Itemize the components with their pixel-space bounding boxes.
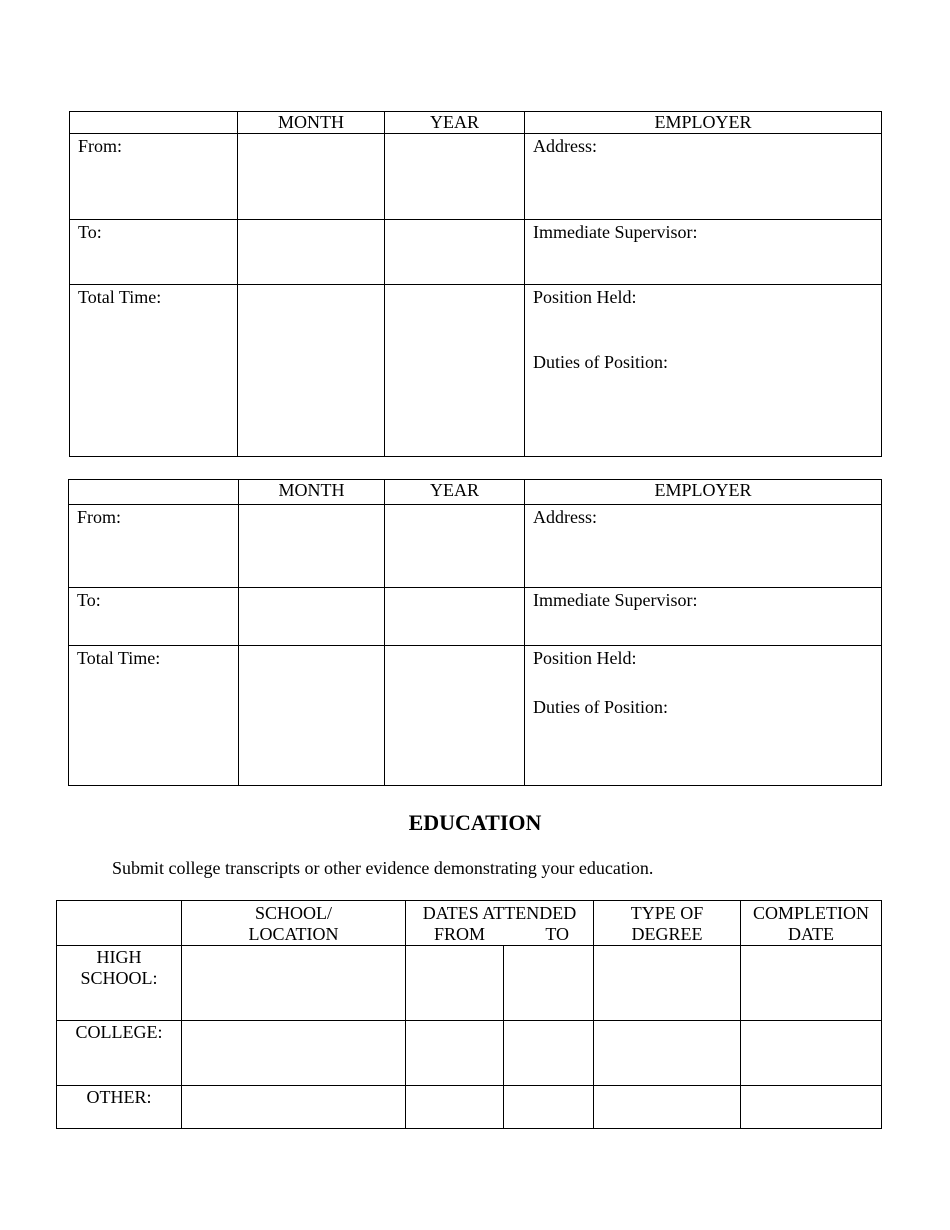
header-blank-cell [69, 480, 239, 505]
school-header-line1: SCHOOL/ [254, 903, 332, 923]
duties-label: Duties of Position: [533, 352, 669, 372]
position-label: Position Held: [533, 287, 637, 307]
other-to-field[interactable] [504, 1086, 594, 1129]
edu-header-degree [594, 901, 741, 946]
college-degree-field[interactable] [594, 1021, 741, 1086]
college-from-field[interactable] [406, 1021, 504, 1086]
from-header: FROM [434, 924, 486, 944]
address-field[interactable] [525, 505, 882, 588]
header-year: YEAR [385, 480, 525, 505]
position-duties-field[interactable] [525, 285, 882, 457]
degree-header-line1: TYPE OF [630, 903, 704, 923]
completion-header-line1: COMPLETION [753, 903, 869, 923]
other-from-field[interactable] [406, 1086, 504, 1129]
other-location-field[interactable] [182, 1086, 406, 1129]
total-year-field[interactable] [385, 285, 525, 457]
dates-header: DATES ATTENDED [422, 903, 577, 923]
total-month-field[interactable] [238, 285, 385, 457]
supervisor-field[interactable] [525, 588, 882, 646]
education-table [56, 900, 882, 1129]
college-label [57, 1021, 182, 1086]
row-label-line2: SCHOOL: [80, 968, 158, 988]
total-month-field[interactable] [239, 646, 385, 786]
row-label-line1: COLLEGE: [75, 1022, 163, 1042]
from-month-field[interactable] [238, 134, 385, 220]
edu-header-blank [57, 901, 182, 946]
to-label: To: [70, 220, 238, 285]
employment-table-2 [68, 479, 882, 786]
college-location-field[interactable] [182, 1021, 406, 1086]
education-note: Submit college transcripts or other evidence demonstrating your education. [112, 858, 654, 878]
high-school-to-field[interactable] [504, 946, 594, 1021]
supervisor-field[interactable] [525, 220, 882, 285]
header-blank-cell [70, 112, 238, 134]
supervisor-label: Immediate Supervisor: [533, 590, 698, 610]
edu-header-school [182, 901, 406, 946]
header-month: MONTH [238, 112, 385, 134]
to-month-field[interactable] [238, 220, 385, 285]
spacer [533, 669, 873, 697]
college-to-field[interactable] [504, 1021, 594, 1086]
education-title: EDUCATION [408, 810, 542, 835]
position-label: Position Held: [533, 648, 637, 668]
from-year-field[interactable] [385, 505, 525, 588]
row-label-line1: HIGH [96, 947, 142, 967]
from-year-field[interactable] [385, 134, 525, 220]
school-header-line2: LOCATION [248, 924, 339, 944]
from-to-header [406, 924, 593, 945]
supervisor-label: Immediate Supervisor: [533, 222, 698, 242]
other-completion-field[interactable] [741, 1086, 882, 1129]
high-school-location-field[interactable] [182, 946, 406, 1021]
address-label: Address: [533, 507, 597, 527]
from-label: From: [70, 134, 238, 220]
other-degree-field[interactable] [594, 1086, 741, 1129]
other-label [57, 1086, 182, 1129]
row-label-line1: OTHER: [86, 1087, 152, 1107]
total-time-label: Total Time: [69, 646, 239, 786]
high-school-degree-field[interactable] [594, 946, 741, 1021]
high-school-from-field[interactable] [406, 946, 504, 1021]
high-school-label [57, 946, 182, 1021]
edu-header-dates [406, 901, 594, 946]
header-year: YEAR [385, 112, 525, 134]
edu-header-completion [741, 901, 882, 946]
employment-table-1 [69, 111, 882, 457]
header-employer: EMPLOYER [525, 480, 882, 505]
duties-label: Duties of Position: [533, 697, 669, 717]
to-header: TO [545, 924, 569, 944]
header-employer: EMPLOYER [525, 112, 882, 134]
total-time-label: Total Time: [70, 285, 238, 457]
high-school-completion-field[interactable] [741, 946, 882, 1021]
to-label: To: [69, 588, 239, 646]
completion-header-line2: DATE [788, 924, 834, 944]
degree-header-line2: DEGREE [631, 924, 703, 944]
college-completion-field[interactable] [741, 1021, 882, 1086]
to-year-field[interactable] [385, 220, 525, 285]
from-month-field[interactable] [239, 505, 385, 588]
spacer [533, 308, 873, 352]
to-month-field[interactable] [239, 588, 385, 646]
total-year-field[interactable] [385, 646, 525, 786]
from-label: From: [69, 505, 239, 588]
address-label: Address: [533, 136, 597, 156]
to-year-field[interactable] [385, 588, 525, 646]
position-duties-field[interactable] [525, 646, 882, 786]
header-month: MONTH [239, 480, 385, 505]
address-field[interactable] [525, 134, 882, 220]
